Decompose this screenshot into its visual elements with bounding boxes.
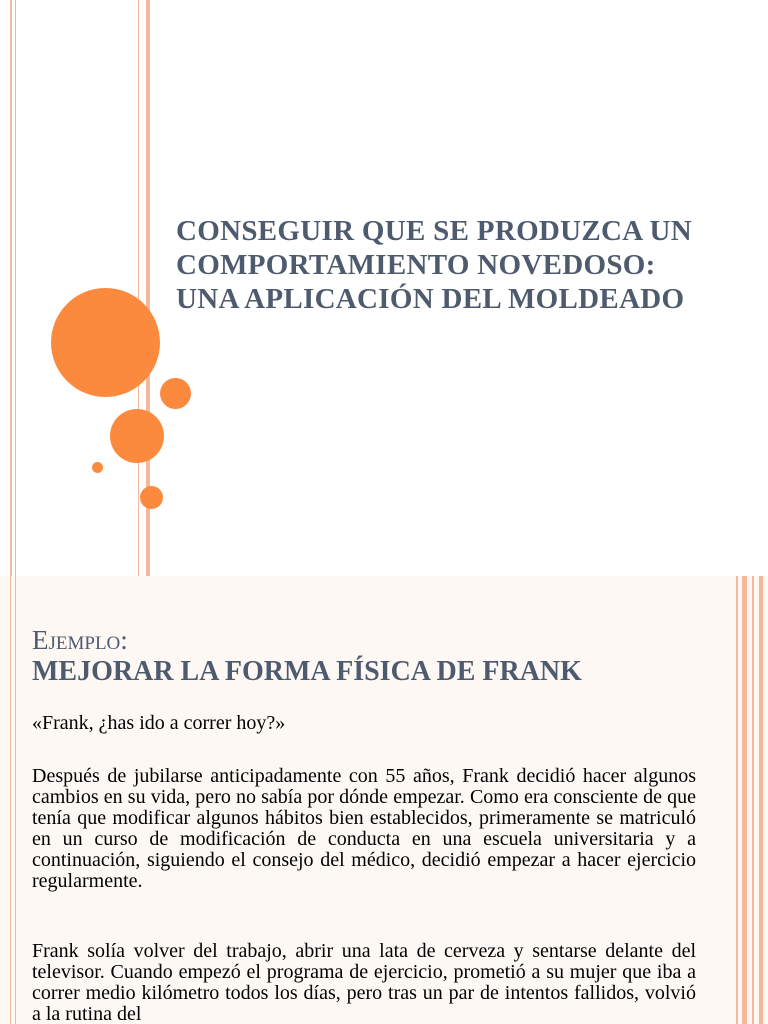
slide-subheading: Ejemplo: [32, 625, 128, 655]
body-paragraph: Después de jubilarse anticipadamente con 55 años, Frank decidió hacer algunos cambios en su vida, pero no sabía por dónde empezar. Como era consciente de que tenía que modificar algunos hábitos bien establecidos, primeramente se matriculó en un curso de modificación de conducta en una escuela universitaria y a continuación, siguiendo el consejo del médico, decidió empezar a hacer ejercicio regularmente. [32, 765, 696, 892]
decorative-vertical-line [138, 0, 139, 576]
medium-orange-circle [110, 409, 164, 463]
decorative-vertical-line [736, 576, 738, 1024]
decorative-vertical-line [759, 576, 763, 1024]
decorative-vertical-line [15, 0, 16, 576]
decorative-vertical-line [742, 576, 747, 1024]
quote-text: «Frank, ¿has ido a correr hoy?» [32, 712, 286, 734]
small-orange-circle [140, 486, 163, 509]
content-slide [0, 576, 768, 1024]
title-line: UNA APLICACIÓN DEL MOLDEADO [176, 283, 685, 315]
small-orange-circle [160, 378, 191, 409]
decorative-vertical-line [10, 0, 12, 576]
tiny-orange-circle [92, 462, 103, 473]
decorative-vertical-line [752, 576, 754, 1024]
title-line: COMPORTAMIENTO NOVEDOSO: [176, 249, 656, 281]
decorative-vertical-line [10, 576, 11, 1024]
slide-heading: MEJORAR LA FORMA FÍSICA DE FRANK [32, 656, 582, 687]
title-line: CONSEGUIR QUE SE PRODUZCA UN [176, 215, 692, 247]
slide-title [176, 214, 756, 316]
large-orange-circle [51, 288, 160, 397]
body-paragraph: Frank solía volver del trabajo, abrir una lata de cerveza y sentarse delante del televisor. Cuando empezó el programa de ejercicio, prometió a su mujer que iba a correr medio kilómetro todos los días, pero tras un par de intentos fallidos, volvió a la rutina del [32, 940, 696, 1024]
decorative-vertical-line [15, 576, 16, 1024]
